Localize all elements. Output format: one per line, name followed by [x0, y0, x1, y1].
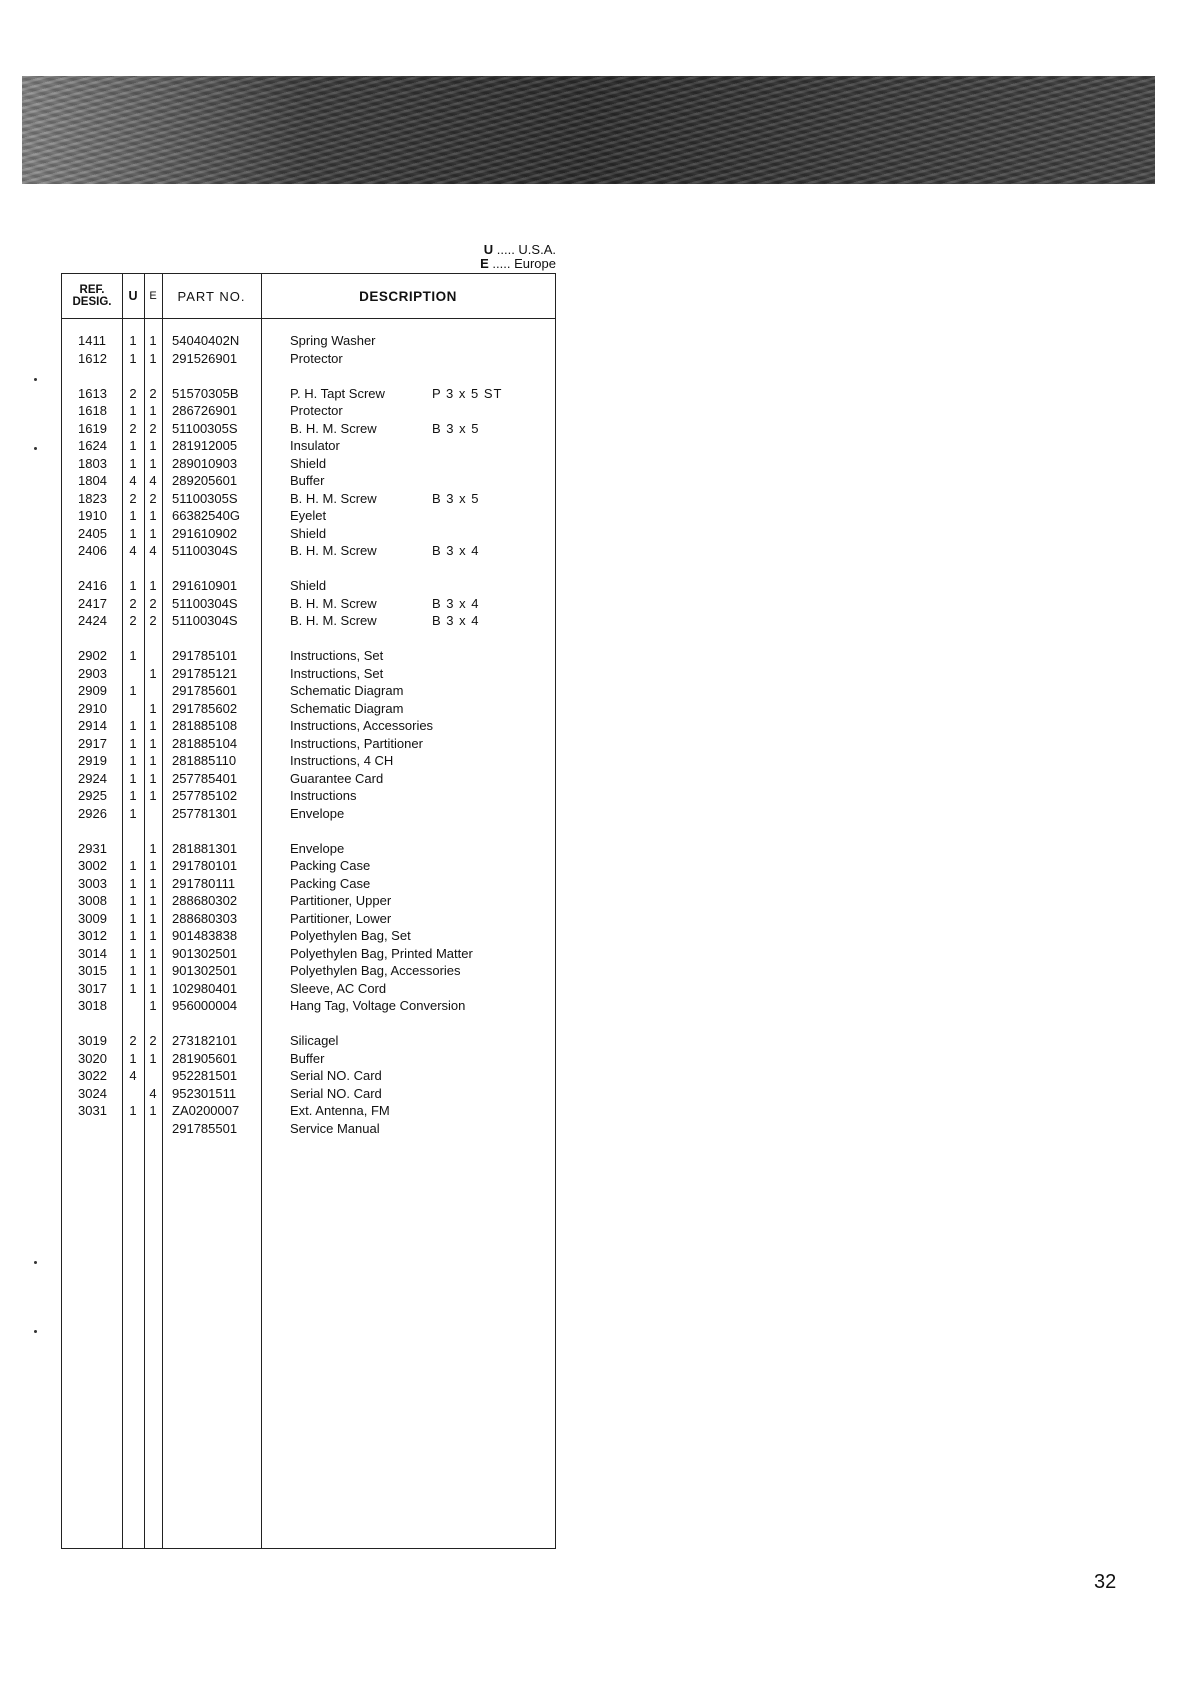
cell-e: 1 [149, 875, 157, 891]
cell-desc: B. H. M. Screw [290, 490, 377, 506]
cell-spec: P 3 x 5 ST [432, 385, 503, 401]
cell-desc: Serial NO. Card [290, 1085, 382, 1101]
cell-e: 1 [149, 578, 157, 593]
cell-ref: 3014 [78, 945, 107, 961]
cell-part: 257781301 [172, 805, 238, 821]
table-row [62, 945, 555, 963]
cell-part: 291785601 [172, 683, 238, 698]
cell-ref: 3022 [78, 1068, 107, 1083]
cell-desc: Instructions, Partitioner [290, 735, 423, 751]
table-row [62, 612, 555, 630]
cell-ref: 2424 [78, 613, 107, 628]
cell-part: 51100304S [172, 543, 238, 558]
header-description: DESCRIPTION [359, 288, 457, 304]
cell-e: 1 [149, 350, 157, 366]
table-row [62, 420, 555, 438]
cell-u: 1 [129, 648, 137, 663]
cell-desc: P. H. Tapt Screw [290, 385, 385, 401]
legend-u-code: U [483, 242, 494, 257]
cell-spec: B 3 x 5 [432, 490, 480, 506]
cell-u: 1 [129, 350, 137, 366]
cell-e: 4 [149, 543, 157, 558]
cell-u: 1 [129, 508, 137, 523]
cell-ref: 3003 [78, 875, 107, 891]
cell-e: 2 [149, 1033, 157, 1048]
cell-desc: B. H. M. Screw [290, 613, 377, 628]
cell-u: 4 [129, 1068, 137, 1083]
cell-ref: 2909 [78, 683, 107, 698]
cell-e: 1 [149, 945, 157, 961]
cell-u: 1 [129, 403, 137, 418]
table-row [62, 647, 555, 665]
table-row [62, 805, 555, 823]
table-row [62, 472, 555, 490]
table-row [62, 1050, 555, 1068]
cell-ref: 3017 [78, 980, 107, 996]
table-row [62, 332, 555, 350]
cell-desc: Packing Case [290, 858, 371, 873]
cell-desc: Partitioner, Lower [290, 910, 392, 926]
cell-part: 291610902 [172, 525, 238, 541]
cell-e: 1 [149, 700, 157, 716]
cell-e: 2 [149, 490, 157, 506]
cell-ref: 2416 [78, 578, 107, 593]
legend-europe [420, 257, 556, 271]
header-banner [22, 76, 1155, 184]
cell-ref: 1613 [78, 385, 107, 401]
table-row [62, 927, 555, 945]
cell-ref: 2405 [78, 525, 107, 541]
cell-desc: Shield [290, 455, 327, 471]
cell-desc: Silicagel [290, 1033, 339, 1048]
group-spacer [62, 822, 555, 840]
cell-part: 289205601 [172, 473, 238, 488]
header-part-no: PART NO. [177, 288, 246, 304]
cell-u: 1 [129, 910, 137, 926]
cell-e: 1 [149, 455, 157, 471]
cell-part: 54040402N [172, 333, 240, 348]
cell-ref: 3002 [78, 858, 107, 873]
cell-e: 2 [149, 613, 157, 628]
cell-part: 901302501 [172, 963, 238, 978]
margin-mark [34, 1261, 37, 1264]
cell-e: 1 [149, 508, 157, 523]
page-number: 32 [1094, 1571, 1117, 1593]
cell-ref: 2925 [78, 788, 107, 803]
cell-desc: Buffer [290, 473, 325, 488]
cell-desc: Hang Tag, Voltage Conversion [290, 998, 466, 1013]
cell-desc: Polyethylen Bag, Printed Matter [290, 945, 473, 961]
cell-part: 51100305S [172, 490, 238, 506]
cell-u: 1 [129, 875, 137, 891]
table-row [62, 700, 555, 718]
cell-e: 1 [149, 438, 157, 453]
cell-u: 1 [129, 1050, 137, 1066]
table-row [62, 840, 555, 858]
table-row [62, 682, 555, 700]
cell-part: 952281501 [172, 1068, 238, 1083]
cell-e: 1 [149, 858, 157, 873]
cell-desc: Eyelet [290, 508, 327, 523]
cell-part: 291785121 [172, 665, 238, 681]
cell-part: 281885104 [172, 735, 238, 751]
cell-u: 2 [129, 420, 137, 436]
cell-ref: 2924 [78, 770, 107, 786]
cell-e: 1 [149, 525, 157, 541]
cell-part: 291785101 [172, 648, 238, 663]
cell-e: 1 [149, 403, 157, 418]
cell-desc: Partitioner, Upper [290, 893, 392, 908]
cell-u: 1 [129, 770, 137, 786]
cell-ref: 2919 [78, 753, 107, 768]
cell-desc: Instructions [290, 788, 357, 803]
cell-ref: 3031 [78, 1103, 107, 1118]
cell-spec: B 3 x 4 [432, 543, 480, 558]
cell-u: 1 [129, 683, 137, 698]
cell-desc: Buffer [290, 1050, 325, 1066]
cell-ref: 2903 [78, 665, 107, 681]
cell-u: 1 [129, 578, 137, 593]
cell-desc: Protector [290, 350, 343, 366]
legend-e-text: ..... Europe [492, 256, 556, 271]
cell-ref: 3015 [78, 963, 107, 978]
margin-mark [34, 378, 37, 381]
table-row [62, 857, 555, 875]
cell-ref: 3024 [78, 1085, 107, 1101]
cell-desc: Serial NO. Card [290, 1068, 382, 1083]
header-divider [62, 318, 555, 319]
cell-ref: 2902 [78, 648, 107, 663]
cell-ref: 3019 [78, 1033, 107, 1048]
cell-desc: Polyethylen Bag, Set [290, 928, 411, 943]
cell-part: 956000004 [172, 998, 238, 1013]
cell-ref: 1910 [78, 508, 107, 523]
cell-part: 281905601 [172, 1050, 238, 1066]
cell-e: 1 [149, 665, 157, 681]
cell-ref: 2931 [78, 840, 107, 856]
table-row [62, 1067, 555, 1085]
table-row [62, 665, 555, 683]
cell-desc: Shield [290, 578, 327, 593]
cell-e: 1 [149, 718, 157, 733]
cell-u: 2 [129, 595, 137, 611]
cell-ref: 1804 [78, 473, 107, 488]
region-legend [420, 243, 556, 271]
cell-desc: Packing Case [290, 875, 371, 891]
cell-desc: Instructions, Set [290, 665, 384, 681]
table-row [62, 752, 555, 770]
cell-ref: 2417 [78, 595, 107, 611]
cell-desc: B. H. M. Screw [290, 595, 377, 611]
table-row [62, 980, 555, 998]
cell-u: 1 [129, 980, 137, 996]
cell-e: 2 [149, 420, 157, 436]
table-row [62, 997, 555, 1015]
table-row [62, 892, 555, 910]
cell-part: 281885110 [172, 753, 237, 768]
cell-desc: Guarantee Card [290, 770, 384, 786]
header-e: E [149, 290, 157, 302]
cell-part: 291785501 [172, 1120, 238, 1136]
table-row [62, 770, 555, 788]
cell-e: 1 [149, 735, 157, 751]
legend-usa [420, 243, 556, 257]
cell-e: 1 [149, 788, 157, 803]
cell-e: 1 [149, 928, 157, 943]
cell-part: 288680303 [172, 910, 238, 926]
cell-u: 1 [129, 525, 137, 541]
cell-part: 291780101 [172, 858, 238, 873]
cell-part: 281885108 [172, 718, 238, 733]
table-row [62, 455, 555, 473]
cell-ref: 1803 [78, 455, 107, 471]
cell-part: 901302501 [172, 945, 238, 961]
cell-desc: Spring Washer [290, 333, 376, 348]
cell-desc: Sleeve, AC Cord [290, 980, 387, 996]
cell-u: 1 [129, 718, 137, 733]
cell-e: 1 [149, 840, 157, 856]
cell-u: 2 [129, 1033, 137, 1048]
cell-ref: 1624 [78, 438, 107, 453]
cell-e: 4 [149, 1085, 157, 1101]
cell-part: 901483838 [172, 928, 238, 943]
legend-u-text: ..... U.S.A. [496, 242, 556, 257]
cell-e: 1 [149, 998, 157, 1013]
cell-u: 4 [129, 543, 137, 558]
cell-e: 2 [149, 595, 157, 611]
cell-e: 1 [149, 333, 157, 348]
cell-u: 2 [129, 613, 137, 628]
cell-part: 51100304S [172, 595, 238, 611]
table-row [62, 385, 555, 403]
header-ref-line1: REF. [79, 284, 105, 296]
cell-desc: B. H. M. Screw [290, 543, 377, 558]
margin-mark [34, 1330, 37, 1333]
cell-ref: 2914 [78, 718, 107, 733]
cell-ref: 3012 [78, 928, 107, 943]
cell-u: 1 [129, 455, 137, 471]
cell-part: 66382540G [172, 508, 240, 523]
cell-ref: 3018 [78, 998, 107, 1013]
cell-e: 1 [149, 1103, 157, 1118]
cell-e: 4 [149, 473, 157, 488]
cell-ref: 1612 [78, 350, 107, 366]
cell-part: 51100304S [172, 613, 238, 628]
cell-u: 2 [129, 385, 137, 401]
cell-part: 289010903 [172, 455, 238, 471]
cell-ref: 3020 [78, 1050, 107, 1066]
table-row [62, 962, 555, 980]
table-row [62, 910, 555, 928]
cell-part: 288680302 [172, 893, 238, 908]
cell-part: 51570305B [172, 385, 239, 401]
cell-u: 1 [129, 735, 137, 751]
cell-e: 1 [149, 910, 157, 926]
group-spacer [62, 1015, 555, 1033]
cell-ref: 3008 [78, 893, 107, 908]
cell-e: 1 [149, 770, 157, 786]
cell-spec: B 3 x 5 [432, 420, 480, 436]
table-row [62, 1120, 555, 1138]
cell-e: 2 [149, 385, 157, 401]
cell-u: 1 [129, 753, 137, 768]
cell-ref: 1619 [78, 420, 107, 436]
cell-ref: 2926 [78, 805, 107, 821]
cell-desc: Schematic Diagram [290, 683, 404, 698]
cell-part: 281881301 [172, 840, 238, 856]
cell-part: 257785102 [172, 788, 238, 803]
cell-part: ZA0200007 [172, 1103, 240, 1118]
cell-desc: Instructions, Set [290, 648, 384, 663]
margin-mark [34, 447, 37, 450]
cell-ref: 2910 [78, 700, 107, 716]
cell-e: 1 [149, 753, 157, 768]
cell-u: 1 [129, 945, 137, 961]
cell-part: 291610901 [172, 578, 238, 593]
table-row [62, 1032, 555, 1050]
cell-desc: Insulator [290, 438, 340, 453]
cell-desc: Shield [290, 525, 327, 541]
cell-u: 1 [129, 858, 137, 873]
table-row [62, 717, 555, 735]
table-row [62, 437, 555, 455]
header-ref-line2: DESIG. [72, 296, 112, 308]
cell-desc: Schematic Diagram [290, 700, 404, 716]
table-row [62, 525, 555, 543]
table-body [62, 332, 555, 1137]
cell-desc: Service Manual [290, 1120, 380, 1136]
header-u: U [128, 289, 138, 303]
cell-part: 952301511 [172, 1085, 237, 1101]
cell-part: 291526901 [172, 350, 238, 366]
cell-part: 286726901 [172, 403, 238, 418]
table-row [62, 595, 555, 613]
cell-spec: B 3 x 4 [432, 613, 480, 628]
cell-u: 1 [129, 928, 137, 943]
cell-part: 273182101 [172, 1033, 238, 1048]
table-row [62, 875, 555, 893]
cell-u: 2 [129, 490, 137, 506]
cell-u: 1 [129, 438, 137, 453]
table-row [62, 507, 555, 525]
cell-part: 51100305S [172, 420, 238, 436]
cell-desc: Instructions, Accessories [290, 718, 434, 733]
table-row [62, 577, 555, 595]
cell-spec: B 3 x 4 [432, 595, 480, 611]
cell-u: 1 [129, 1103, 137, 1118]
table-row [62, 1102, 555, 1120]
table-row [62, 350, 555, 368]
cell-ref: 2406 [78, 543, 107, 558]
cell-part: 291785602 [172, 700, 238, 716]
cell-part: 281912005 [172, 438, 238, 453]
cell-desc: Protector [290, 403, 343, 418]
cell-desc: Polyethylen Bag, Accessories [290, 963, 461, 978]
cell-ref: 2917 [78, 735, 107, 751]
cell-u: 1 [129, 963, 137, 978]
group-spacer [62, 367, 555, 385]
group-spacer [62, 630, 555, 648]
cell-e: 1 [149, 893, 157, 908]
cell-u: 1 [129, 788, 137, 803]
table-row [62, 787, 555, 805]
table-row [62, 542, 555, 560]
cell-ref: 1823 [78, 490, 107, 506]
cell-part: 257785401 [172, 770, 238, 786]
cell-ref: 1411 [78, 333, 106, 348]
cell-part: 102980401 [172, 980, 238, 996]
legend-e-code: E [480, 256, 489, 271]
cell-desc: Envelope [290, 805, 345, 821]
cell-desc: Ext. Antenna, FM [290, 1103, 390, 1118]
cell-part: 291780111 [172, 875, 236, 891]
cell-ref: 1618 [78, 403, 107, 418]
cell-u: 1 [129, 893, 137, 908]
table-row [62, 1085, 555, 1103]
cell-e: 1 [149, 963, 157, 978]
cell-u: 4 [129, 473, 137, 488]
cell-e: 1 [149, 980, 157, 996]
parts-table [61, 273, 556, 1549]
cell-u: 1 [129, 805, 137, 821]
cell-desc: Instructions, 4 CH [290, 753, 394, 768]
group-spacer [62, 560, 555, 578]
cell-u: 1 [129, 333, 137, 348]
table-row [62, 735, 555, 753]
cell-ref: 3009 [78, 910, 107, 926]
table-row [62, 402, 555, 420]
table-row [62, 490, 555, 508]
cell-desc: B. H. M. Screw [290, 420, 377, 436]
cell-desc: Envelope [290, 840, 345, 856]
header-ref-desig [62, 274, 122, 318]
cell-e: 1 [149, 1050, 157, 1066]
